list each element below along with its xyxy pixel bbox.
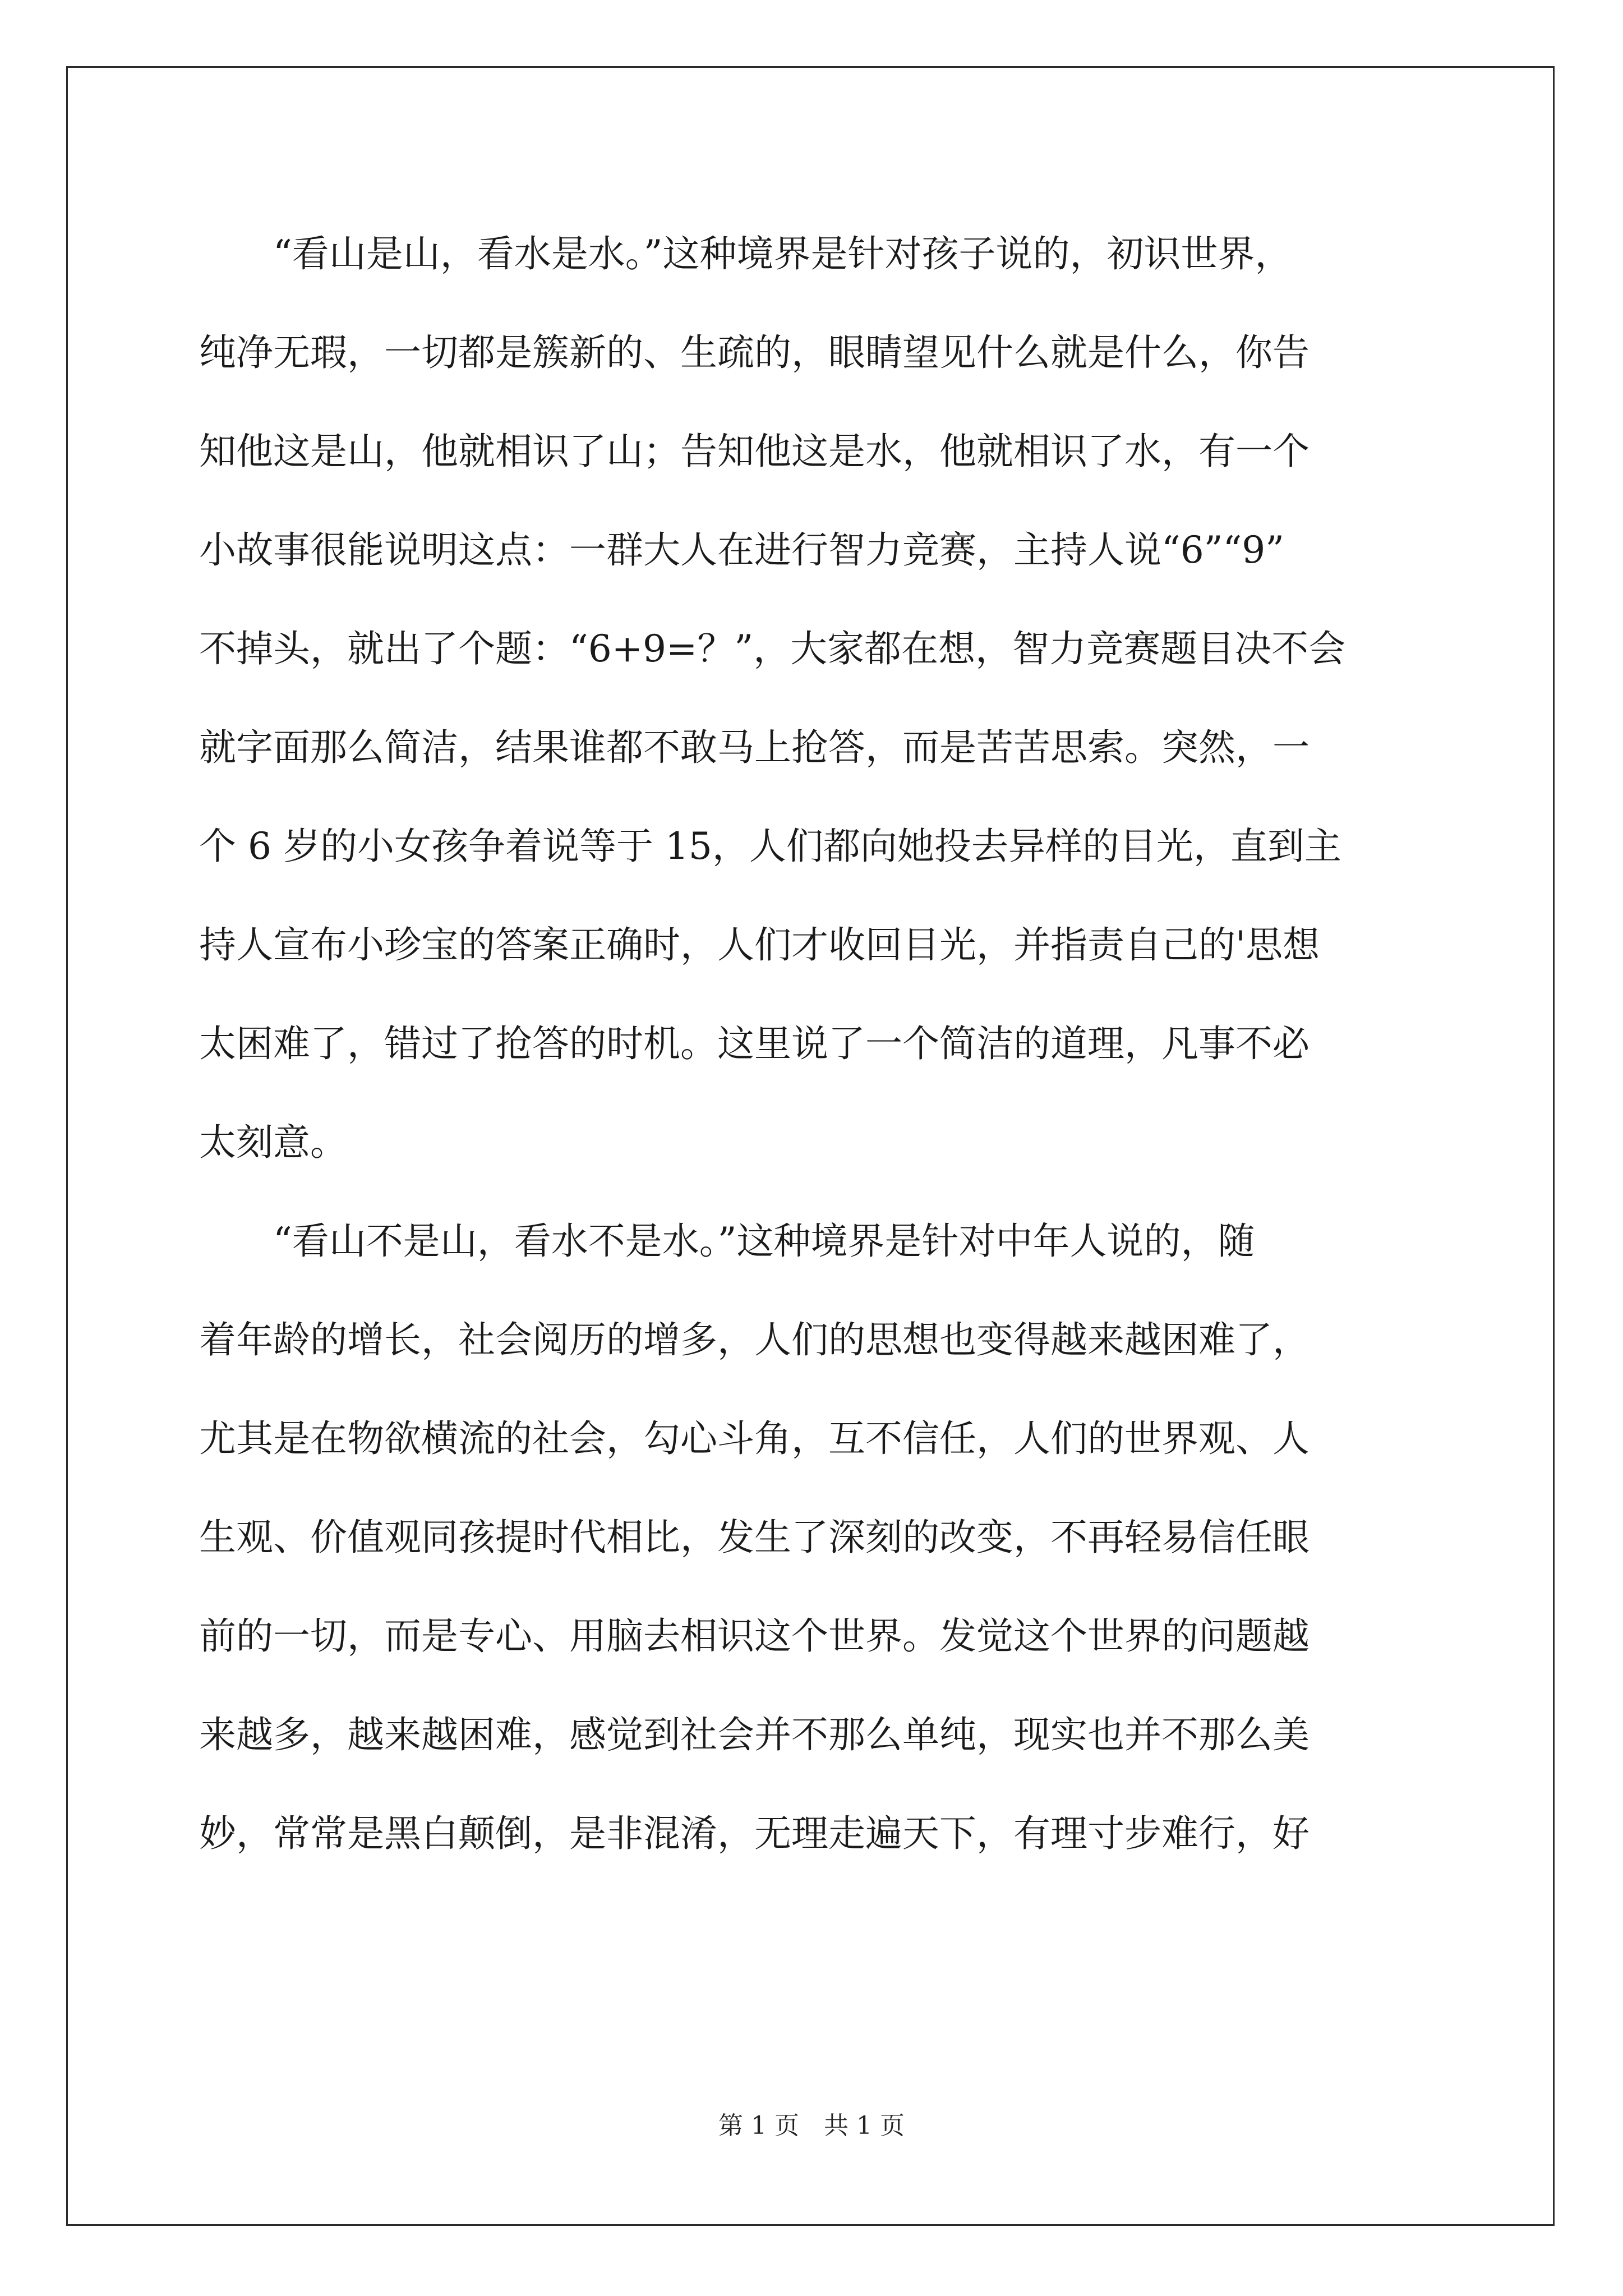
text-line: 尤其是在物欲横流的社会，勾心斗角，互不信任，人们的世界观、人 — [199, 1417, 1310, 1460]
text-line: 前的一切，而是专心、用脑去相识这个世界。发觉这个世界的问题越 — [199, 1614, 1310, 1658]
text-line: 太困难了，错过了抢答的时机。这里说了一个简洁的道理，凡事不必 — [199, 1022, 1310, 1065]
text-line: 来越多，越来越困难，感觉到社会并不那么单纯，现实也并不那么美 — [199, 1713, 1310, 1756]
text-line: 个 6 岁的小女孩争着说等于 15，人们都向她投去异样的目光，直到主 — [199, 825, 1341, 868]
text-line: 小故事很能说明这点：一群大人在进行智力竞赛，主持人说“6”“9” — [199, 528, 1284, 572]
text-line: 不掉头，就出了个题：“6+9=？”，大家都在想，智力竞赛题目决不会 — [199, 627, 1346, 670]
text-line: 着年龄的增长，社会阅历的增多，人们的思想也变得越来越困难了， — [199, 1318, 1310, 1361]
page-number-footer: 第 1 页 共 1 页 — [718, 2111, 905, 2140]
text-line: 纯净无瑕，一切都是簇新的、生疏的，眼睛望见什么就是什么，你告 — [199, 331, 1310, 374]
text-line: “看山是山，看水是水。”这种境界是针对孩子说的，初识世界， — [273, 232, 1292, 275]
text-line: 持人宣布小珍宝的答案正确时，人们才收回目光，并指责自己的'思想 — [199, 923, 1320, 967]
text-line: 就字面那么简洁，结果谁都不敢马上抢答，而是苦苦思索。突然，一 — [199, 726, 1310, 769]
text-line: 太刻意。 — [199, 1121, 347, 1164]
text-line: 妙，常常是黑白颠倒，是非混淆，无理走遍天下，有理寸步难行，好 — [199, 1812, 1310, 1855]
text-line: 知他这是山，他就相识了山；告知他这是水，他就相识了水，有一个 — [199, 430, 1310, 473]
text-line: “看山不是山，看水不是水。”这种境界是针对中年人说的，随 — [273, 1220, 1255, 1263]
text-line: 生观、价值观同孩提时代相比，发生了深刻的改变，不再轻易信任眼 — [199, 1516, 1310, 1559]
